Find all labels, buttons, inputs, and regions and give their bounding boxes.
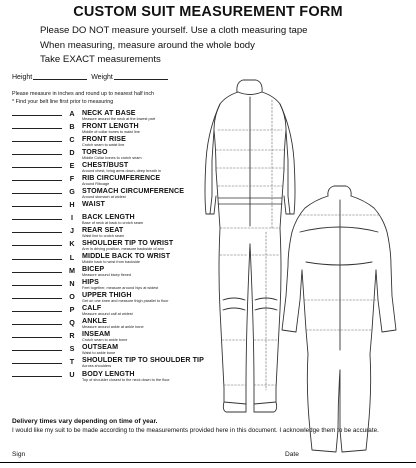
- measurement-letter: I: [71, 213, 73, 223]
- measurement-description: Around stomach at widest: [82, 194, 126, 199]
- measurement-label: STOMACH CIRCUMFERENCE: [82, 186, 185, 195]
- measurement-letter: G: [69, 187, 75, 197]
- measurement-description: Waist to ankle bone: [82, 351, 116, 356]
- measurement-description: Top of shoulder closest to the neck down to the floor: [82, 377, 170, 382]
- measurement-letter: L: [69, 252, 75, 262]
- measurement-description: Base of neck at back to crotch seam: [82, 220, 144, 225]
- measurement-letter: B: [69, 122, 75, 132]
- measurement-label: FRONT RISE: [82, 134, 126, 143]
- measurement-label: WAIST: [82, 199, 105, 208]
- measurement-label: FRONT LENGTH: [82, 121, 139, 130]
- measurement-label: UPPER THIGH: [82, 291, 132, 300]
- measurement-label: TORSO: [82, 147, 108, 156]
- measurement-label: ANKLE: [82, 317, 107, 326]
- measurement-description: Middle back to wrist from backside: [82, 260, 141, 265]
- measurement-description: Across shoulders: [82, 364, 112, 369]
- measurement-description: Arm in driving position, measure backside of arm: [82, 247, 165, 252]
- measurement-label: REAR SEAT: [82, 226, 124, 235]
- measurement-letter: O: [69, 291, 75, 301]
- note-belt: * Find your belt line first prior to measuring: [12, 99, 114, 105]
- weight-label: Weight: [91, 74, 113, 81]
- back-suit-icon: [282, 186, 396, 452]
- measurement-letter: S: [69, 343, 75, 353]
- delivery-note: Delivery times vary depending on time of year.: [12, 418, 158, 425]
- measurement-label: BACK LENGTH: [82, 212, 135, 221]
- measurement-label: CALF: [82, 304, 102, 313]
- measurement-label: NECK AT BASE: [82, 108, 136, 117]
- measurement-label: BODY LENGTH: [82, 369, 135, 378]
- instruction-line: When measuring, measure around the whole body: [40, 39, 255, 51]
- measurement-label: HIPS: [82, 278, 99, 287]
- measurement-description: Feet together, measure around hips at widest: [82, 286, 159, 291]
- measurement-letter: P: [69, 304, 75, 314]
- measurement-letter: D: [69, 148, 75, 158]
- measurement-description: Measure around bicep flexed: [82, 273, 131, 278]
- measurement-description: Crotch seam to waist line: [82, 142, 125, 147]
- measurement-letter: E: [69, 161, 75, 171]
- measurement-description: Measure around calf at widest: [82, 312, 133, 317]
- measurement-letter: M: [69, 265, 75, 275]
- measurement-label: SHOULDER TIP TO WRIST: [82, 239, 174, 248]
- height-label: Height: [12, 74, 33, 81]
- measurement-letter: K: [69, 239, 75, 249]
- note-inches: Please measure in inches and round up to nearest half inch: [12, 91, 155, 97]
- measurement-letter: Q: [69, 317, 75, 327]
- acknowledgement-text: I would like my suit to be made according to the measurements provided here in this document. I acknowledge them to be accurate.: [12, 427, 379, 434]
- date-label: Date: [285, 451, 299, 458]
- instruction-line: Please DO NOT measure yourself. Use a cloth measuring tape: [40, 25, 308, 36]
- form-title: CUSTOM SUIT MEASUREMENT FORM: [73, 4, 343, 20]
- measurement-letter: C: [69, 135, 75, 145]
- measurement-label: BICEP: [82, 265, 105, 274]
- instruction-line: Take EXACT measurements: [40, 54, 161, 66]
- measurement-description: Get on one knee and measure thigh parallel to floor: [82, 299, 169, 304]
- signature-line[interactable]: [0, 462, 416, 463]
- measurement-description: Middle of collar bones to waist line: [82, 129, 140, 134]
- measurement-description: Measure around ankle at ankle bone: [82, 325, 144, 330]
- sign-label: Sign: [12, 451, 26, 458]
- measurement-letter: N: [69, 278, 75, 288]
- measurement-label: RIB CIRCUMFERENCE: [82, 173, 161, 182]
- measurement-letter: J: [70, 226, 74, 236]
- measurement-label: SHOULDER TIP TO SHOULDER TIP: [82, 356, 204, 365]
- measurement-description: Around Ribcage: [82, 181, 110, 186]
- measurement-letter: H: [69, 200, 75, 210]
- measurement-label: MIDDLE BACK TO WRIST: [82, 252, 171, 261]
- measurement-letter: F: [69, 174, 75, 184]
- measurement-letter: U: [69, 369, 75, 379]
- measurement-description: Around chest, bring arms down, deep breath in: [82, 168, 161, 173]
- measurement-description: Middle Collar bones to crotch seam: [82, 155, 142, 160]
- measurement-label: CHEST/BUST: [82, 160, 129, 169]
- measurement-label: INSEAM: [82, 330, 111, 339]
- measurement-description: Measure around the neck at the lowest part: [82, 116, 156, 121]
- measurement-description: Waist line to crotch seam: [82, 234, 125, 239]
- measurement-description: Crotch seam to ankle bone: [82, 338, 128, 343]
- measurement-letter: T: [69, 356, 75, 366]
- measurement-label: OUTSEAM: [82, 343, 119, 352]
- measurement-letter: R: [69, 330, 75, 340]
- measurement-letter: A: [69, 109, 75, 118]
